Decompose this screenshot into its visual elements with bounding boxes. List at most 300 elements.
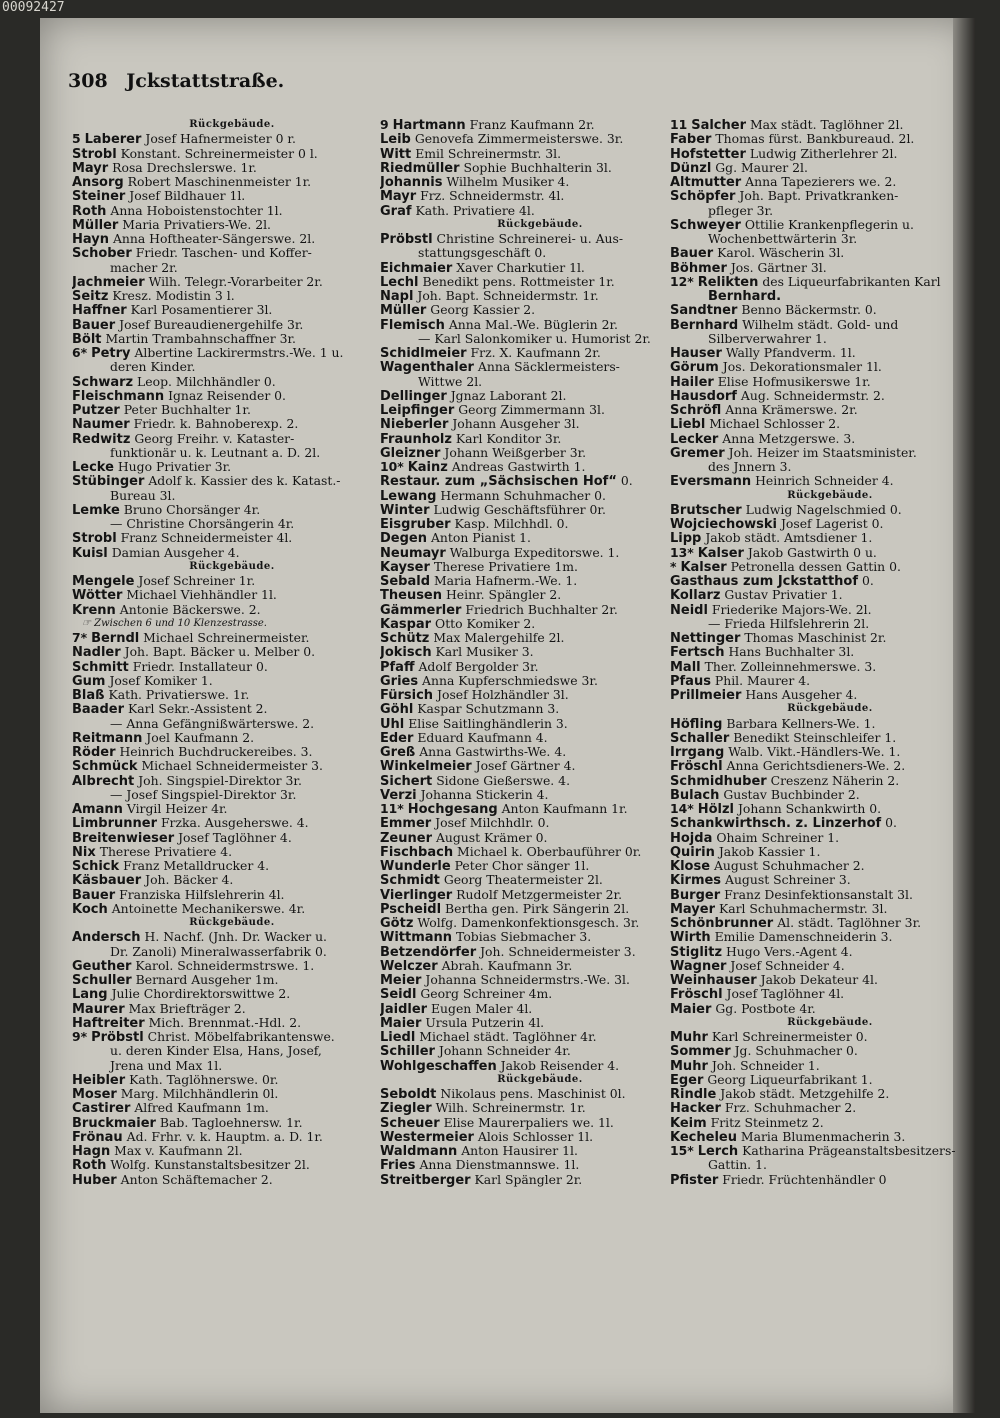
resident-name: Prillmeier	[670, 688, 742, 703]
resident-name: Neumayr	[380, 545, 446, 560]
directory-entry	[670, 1130, 970, 1144]
resident-details: Jakob Gastwirth 0 u.	[747, 545, 877, 560]
directory-entry	[72, 132, 372, 146]
resident-details: Kaspar Schutzmann 3.	[417, 702, 560, 717]
directory-entry	[670, 147, 970, 161]
house-number: 10*	[380, 460, 404, 474]
section-heading: Rückgebäude.	[787, 489, 873, 501]
house-number: 15*	[670, 1144, 694, 1158]
resident-details: Petronella dessen Gattin 0.	[730, 559, 901, 574]
house-number: 14*	[670, 802, 694, 816]
resident-name: Mengele	[72, 574, 135, 589]
resident-details: Michael Viehhändler 1l.	[126, 588, 277, 603]
directory-entry	[670, 1087, 970, 1101]
resident-name: Restaur. zum „Sächsischen Hof“	[380, 474, 617, 489]
resident-name: Castirer	[72, 1101, 131, 1116]
resident-name: Hofstetter	[670, 146, 746, 161]
resident-name: Fröschl	[670, 759, 723, 774]
directory-entry	[72, 474, 372, 488]
directory-entry	[670, 759, 970, 773]
house-number: 7*	[72, 631, 88, 645]
resident-name: Lecke	[72, 460, 114, 475]
resident-details: Jg. Schuhmacher 0.	[734, 1044, 858, 1059]
directory-entry	[72, 318, 372, 332]
resident-details: Adolf k. Kassier des k. Katast.-	[148, 474, 341, 489]
directory-entry	[380, 702, 680, 716]
resident-name: Jokisch	[380, 645, 432, 660]
resident-name: Nieberler	[380, 417, 449, 432]
directory-entry	[670, 118, 970, 132]
directory-entry	[380, 916, 680, 930]
resident-details: Joh. Bapt. Privatkranken-	[739, 189, 899, 204]
directory-entry	[380, 531, 680, 545]
resident-details: Xaver Charkutier 1l.	[456, 260, 585, 275]
house-number: 12*	[670, 274, 694, 289]
house-number: 11	[670, 118, 688, 132]
directory-entry	[670, 930, 970, 944]
resident-details: Robert Maschinenmeister 1r.	[127, 175, 312, 189]
resident-name: Lechl	[380, 274, 419, 289]
resident-name: Betzendörfer	[380, 944, 477, 959]
resident-name: Schönbrunner	[670, 916, 774, 931]
resident-name: Eisgruber	[380, 517, 451, 532]
resident-details: Johann Ausgeher 3l.	[452, 417, 580, 432]
directory-entry	[670, 474, 970, 488]
resident-details: Josef Taglöhner 4.	[178, 830, 292, 845]
resident-name: Theusen	[380, 588, 443, 603]
resident-details: Josef Taglöhner 4l.	[726, 987, 845, 1002]
directory-entry	[380, 417, 680, 431]
resident-details: Therese Privatiere 1m.	[433, 559, 578, 574]
directory-entry	[670, 275, 970, 289]
resident-details: August Schuhmacher 2.	[713, 859, 865, 873]
resident-name: Schmidt	[380, 873, 440, 888]
resident-name: Jaidler	[380, 1001, 428, 1016]
resident-details: Anna Kupferschmiedswe 3r.	[422, 673, 598, 688]
resident-details: Ludwig Nagelschmied 0.	[745, 502, 902, 517]
resident-name: Hartmann	[392, 118, 466, 133]
resident-name: Müller	[72, 217, 119, 232]
resident-name: Naumer	[72, 417, 130, 432]
resident-name: Irrgang	[670, 745, 725, 760]
resident-name: Eder	[380, 730, 414, 745]
resident-name: Schaller	[670, 730, 730, 745]
resident-name: Frönau	[72, 1129, 123, 1144]
resident-details: Wilhelm städt. Gold- und	[742, 317, 899, 332]
resident-details: Julie Chordirektorswittwe 2.	[111, 987, 291, 1002]
page-number: 308	[68, 70, 108, 92]
directory-entry	[72, 660, 372, 674]
resident-details: Josef Komiker 1.	[109, 673, 213, 688]
resident-name: Dellinger	[380, 388, 447, 403]
resident-details: Anna Hoftheater-Sängerswe. 2l.	[112, 232, 316, 246]
directory-entry	[380, 261, 680, 275]
resident-details: Jos. Dekorationsmaler 1l.	[722, 360, 882, 375]
directory-entry	[72, 403, 372, 417]
directory-entry	[670, 588, 970, 602]
resident-details: Jgnaz Laborant 2l.	[450, 388, 567, 403]
resident-name: Flemisch	[380, 317, 445, 332]
directory-entry	[380, 945, 680, 959]
directory-entry	[380, 674, 680, 688]
directory-entry	[380, 930, 680, 944]
directory-entry	[72, 246, 372, 260]
resident-name: Mayer	[670, 901, 716, 916]
resident-name: Haftreiter	[72, 1015, 145, 1030]
section-heading: Rückgebäude.	[189, 560, 275, 572]
resident-details: Ludwig Zitherlehrer 2l.	[749, 146, 898, 161]
resident-name: Welczer	[380, 958, 438, 973]
resident-details: Antoinette Mechanikerswe. 4r.	[111, 901, 306, 916]
directory-entry	[670, 303, 970, 317]
resident-name: Wagner	[670, 958, 727, 973]
resident-details: Benno Bäckermstr. 0.	[741, 303, 877, 318]
directory-entry	[72, 389, 372, 403]
resident-details: Josef Hafnermeister 0 r.	[145, 132, 296, 147]
resident-details: Kath. Privatiere 4l.	[415, 203, 535, 218]
resident-name: Gries	[380, 673, 419, 688]
directory-entry	[72, 346, 372, 360]
resident-details: des Liqueurfabrikanten Karl	[762, 274, 941, 289]
resident-name: Keim	[670, 1115, 707, 1130]
resident-name: Eversmann	[670, 474, 752, 489]
resident-name: Huber	[72, 1172, 117, 1187]
resident-details: Max städt. Taglöhner 2l.	[749, 118, 904, 132]
resident-name: Leipfinger	[380, 403, 455, 418]
resident-name: Baader	[72, 702, 124, 717]
directory-entry	[380, 1030, 680, 1044]
resident-name: Gremer	[670, 445, 725, 460]
directory-entry	[670, 1173, 970, 1187]
resident-name: Bulach	[670, 787, 720, 802]
directory-entry	[380, 346, 680, 360]
directory-entry	[670, 859, 970, 873]
resident-name: Emmer	[380, 816, 432, 831]
resident-name: Wagenthaler	[380, 360, 474, 375]
resident-details: Michael Schlosser 2.	[709, 417, 841, 432]
resident-details: Virgil Heizer 4r.	[126, 802, 228, 816]
resident-details: Albertine Lackirermstrs.-We. 1 u.	[134, 346, 344, 360]
resident-name: Kollarz	[670, 588, 721, 603]
directory-entry	[380, 631, 680, 645]
directory-entry	[670, 873, 970, 887]
directory-entry	[72, 232, 372, 246]
resident-name: Putzer	[72, 403, 120, 418]
resident-details: Friedr. Früchtenhändler 0	[722, 1172, 887, 1187]
resident-name: Pfaus	[670, 673, 711, 688]
directory-entry	[72, 1130, 372, 1144]
directory-entry	[670, 774, 970, 788]
directory-entry	[380, 660, 680, 674]
resident-name: Brutscher	[670, 502, 742, 517]
resident-details: Georg Schreiner 4m.	[420, 987, 553, 1002]
directory-entry	[380, 688, 680, 702]
resident-name: Relikten	[697, 274, 759, 289]
directory-entry	[72, 189, 372, 203]
directory-entry	[380, 432, 680, 446]
directory-entry	[670, 631, 970, 645]
resident-name: Rindle	[670, 1087, 717, 1102]
resident-details: August Schreiner 3.	[725, 873, 851, 888]
resident-details: Michael Schreinermeister.	[143, 631, 310, 645]
resident-details: Rosa Drechslerswe. 1r.	[112, 160, 257, 175]
directory-page	[40, 18, 975, 1413]
directory-entry	[380, 503, 680, 517]
directory-entry	[670, 688, 970, 702]
resident-name: Kainz	[407, 460, 448, 475]
resident-details: Max Briefträger 2.	[128, 1001, 246, 1016]
resident-name: Liebl	[670, 417, 706, 432]
directory-entry	[380, 1002, 680, 1016]
resident-details: Katharina Prägeanstaltsbesitzers-	[742, 1144, 956, 1158]
resident-name: Lerch	[697, 1144, 739, 1159]
resident-details: Elise Saitlinghändlerin 3.	[408, 716, 568, 731]
resident-details: Hugo Vers.-Agent 4.	[726, 944, 853, 959]
resident-details: Heinr. Spängler 2.	[445, 588, 562, 603]
resident-name: Seboldt	[380, 1087, 437, 1102]
resident-name: Gasthaus zum Jckstatthof	[670, 574, 859, 589]
resident-details: Karl Musiker 3.	[435, 645, 534, 660]
resident-details: Gustav Privatier 1.	[724, 588, 843, 603]
resident-name: Kayser	[380, 559, 430, 574]
resident-details: Jakob Dekateur 4l.	[760, 973, 878, 987]
directory-entry	[670, 1101, 970, 1115]
section-heading: Rückgebäude.	[189, 917, 275, 928]
entry-related-person: — Josef Singspiel-Direktor 3r.	[110, 787, 297, 802]
resident-details: Wolfg. Kunstanstaltsbesitzer 2l.	[110, 1158, 310, 1173]
resident-name: Kaspar	[380, 616, 432, 631]
directory-entry	[72, 745, 372, 759]
resident-name: Bölt	[72, 331, 102, 346]
directory-entry	[380, 389, 680, 403]
resident-name: Hacker	[670, 1101, 721, 1116]
directory-entry	[380, 204, 680, 218]
resident-details: Karl Spängler 2r.	[474, 1172, 583, 1187]
resident-details: Gg. Postbote 4r.	[715, 1001, 816, 1016]
resident-name: Kuisl	[72, 545, 108, 560]
directory-entry	[72, 688, 372, 702]
resident-details: Karol. Wäscherin 3l.	[717, 246, 845, 261]
resident-details: Johanna Stickerin 4.	[420, 787, 549, 802]
directory-entry	[380, 816, 680, 830]
resident-details: Gustav Buchbinder 2.	[723, 787, 860, 802]
resident-name: Bernhard	[670, 317, 739, 332]
resident-details: Gg. Maurer 2l.	[715, 160, 808, 175]
resident-details: Max v. Kaufmann 2l.	[114, 1144, 243, 1158]
directory-entry	[670, 902, 970, 916]
house-number: 5	[72, 132, 81, 147]
directory-entry	[72, 973, 372, 987]
directory-entry	[670, 318, 970, 332]
directory-entry	[72, 816, 372, 830]
resident-details: Anna Metzgerswe. 3.	[722, 431, 856, 446]
directory-entry	[670, 945, 970, 959]
directory-entry	[72, 503, 372, 517]
resident-name: Lang	[72, 987, 108, 1002]
resident-name: Dünzl	[670, 160, 712, 175]
resident-name: Reitmann	[72, 730, 143, 745]
directory-entry	[380, 546, 680, 560]
directory-entry	[380, 446, 680, 460]
directory-entry	[72, 432, 372, 446]
directory-entry	[670, 816, 970, 830]
directory-entry	[72, 204, 372, 218]
resident-name: Pfister	[670, 1172, 719, 1187]
directory-entry	[670, 346, 970, 360]
resident-details: Leop. Milchhändler 0.	[137, 374, 276, 389]
resident-name: Stiglitz	[670, 944, 723, 959]
directory-entry	[670, 1044, 970, 1058]
resident-details: Kath. Taglöhnerswe. 0r.	[129, 1072, 279, 1087]
resident-name: Eichmaier	[380, 260, 453, 275]
resident-name: Käsbauer	[72, 873, 142, 888]
entry-continuation: stattungsgeschäft 0.	[418, 246, 547, 261]
resident-name: Amann	[72, 802, 123, 817]
section-heading: Rückgebäude.	[787, 1016, 873, 1028]
house-number: *	[670, 559, 677, 574]
resident-details: Ad. Frhr. v. k. Hauptm. a. D. 1r.	[126, 1129, 323, 1144]
resident-details: Aug. Schneidermstr. 2.	[740, 388, 885, 403]
resident-name: Gämmerler	[380, 602, 462, 617]
directory-entry	[72, 1173, 372, 1187]
resident-details: Frz. Schneidermstr. 4l.	[420, 189, 565, 204]
directory-entry	[670, 132, 970, 146]
directory-entry	[72, 1144, 372, 1158]
resident-details: Wally Pfandverm. 1l.	[725, 346, 856, 360]
resident-details: Wolfg. Damenkonfektionsgesch. 3r.	[417, 916, 640, 930]
directory-entry	[380, 731, 680, 745]
directory-entry	[72, 275, 372, 289]
resident-name: Roth	[72, 1158, 107, 1173]
resident-name: Kecheleu	[670, 1129, 737, 1144]
resident-name: Schidlmeier	[380, 346, 467, 361]
resident-details: Anna Säcklermeisters-	[477, 360, 620, 375]
resident-details: Josef Schreiner 1r.	[138, 574, 256, 588]
resident-name: Sandtner	[670, 303, 738, 318]
entry-continuation: Wochenbettwärterin 3r.	[708, 232, 858, 246]
resident-name: Fertsch	[670, 645, 725, 660]
entry-continuation: macher 2r.	[110, 260, 178, 275]
column-2	[380, 118, 680, 1187]
directory-entry	[380, 774, 680, 788]
resident-details: Jos. Gärtner 3l.	[730, 260, 827, 275]
directory-entry	[670, 417, 970, 431]
section-heading: Rückgebäude.	[497, 1073, 583, 1085]
resident-name: Sichert	[380, 773, 433, 788]
directory-entry	[670, 660, 970, 674]
entry-related-person: — Karl Salonkomiker u. Humorist 2r.	[418, 331, 651, 346]
resident-name: Uhl	[380, 716, 405, 731]
resident-name: Greß	[380, 745, 416, 760]
directory-entry	[670, 959, 970, 973]
resident-name: Liedl	[380, 1030, 416, 1045]
resident-details: Friedr. k. Bahnoberexp. 2.	[133, 417, 299, 432]
resident-details: 0.	[620, 474, 633, 489]
resident-details: August Krämer 0.	[435, 830, 548, 845]
directory-entry	[380, 902, 680, 916]
directory-entry	[72, 147, 372, 161]
resident-name: Laberer	[84, 132, 142, 147]
directory-entry	[380, 1130, 680, 1144]
resident-name: Ziegler	[380, 1101, 432, 1116]
resident-details: Sidone Gießerswe. 4.	[436, 773, 571, 788]
directory-entry	[72, 175, 372, 189]
resident-name: Fürsich	[380, 688, 434, 703]
resident-details: Therese Privatiere 4.	[99, 844, 233, 859]
resident-name: Pröbstl	[380, 232, 433, 247]
resident-details: Johann Schneider 4r.	[438, 1044, 571, 1059]
resident-details: Christine Schreinerei- u. Aus-	[436, 232, 624, 246]
directory-entry	[72, 289, 372, 303]
directory-entry	[380, 289, 680, 303]
entry-continuation: des Jnnern 3.	[708, 460, 792, 474]
resident-name: Muhr	[670, 1030, 708, 1045]
resident-details: Damian Ausgeher 4.	[111, 545, 240, 560]
resident-details: Michael städt. Taglöhner 4r.	[419, 1030, 597, 1044]
resident-name: Kirmes	[670, 873, 722, 888]
directory-entry	[380, 617, 680, 631]
resident-details: Karl Posamentierer 3l.	[130, 303, 273, 318]
resident-details: Jakob städt. Metzgehilfe 2.	[720, 1087, 890, 1101]
resident-details: Ursula Putzerin 4l.	[425, 1015, 545, 1030]
directory-entry	[380, 987, 680, 1001]
entry-continuation: funktionär u. k. Leutnant a. D. 2l.	[110, 445, 321, 460]
resident-name: Mall	[670, 659, 701, 674]
resident-details: Alfred Kaufmann 1m.	[134, 1101, 269, 1116]
resident-details: Josef Holzhändler 3l.	[437, 688, 569, 702]
directory-entry	[670, 1073, 970, 1087]
directory-entry	[72, 161, 372, 175]
resident-details: Emilie Damenschneiderin 3.	[714, 930, 893, 945]
resident-details: Anton Kaufmann 1r.	[501, 802, 628, 816]
resident-details: Marg. Milchhändlerin 0l.	[120, 1087, 279, 1101]
entry-continuation: Gattin. 1.	[708, 1158, 767, 1173]
resident-name: Muhr	[670, 1058, 708, 1073]
section-heading: Rückgebäude.	[189, 119, 275, 130]
resident-name: Hayn	[72, 232, 109, 247]
directory-entry	[72, 873, 372, 887]
section-heading: Rückgebäude.	[787, 703, 873, 715]
directory-entry	[670, 531, 970, 545]
resident-name: Andersch	[72, 930, 141, 945]
resident-details: Eugen Maler 4l.	[431, 1001, 533, 1016]
resident-name: Nix	[72, 844, 96, 859]
resident-details: Martin Trambahnschaffner 3r.	[105, 331, 296, 346]
resident-name: Limbrunner	[72, 816, 157, 831]
resident-details: Josef Bildhauer 1l.	[129, 189, 246, 204]
directory-entry	[72, 1002, 372, 1016]
resident-details: Josef Milchhdlr. 0.	[435, 816, 550, 831]
resident-name: Sebald	[380, 574, 431, 589]
resident-name: Hagn	[72, 1144, 111, 1159]
resident-details: Wilhelm Musiker 4.	[446, 175, 570, 189]
resident-name: Bauer	[72, 887, 116, 902]
resident-name: Sommer	[670, 1044, 731, 1059]
directory-entry	[380, 1144, 680, 1158]
resident-name: Fries	[380, 1158, 416, 1173]
resident-details: Anton Hausirer 1l.	[461, 1144, 578, 1158]
directory-entry	[670, 375, 970, 389]
resident-details: Anna Tapezierers we. 2.	[745, 175, 897, 189]
directory-entry	[670, 831, 970, 845]
resident-name: Mayr	[380, 189, 417, 204]
directory-entry	[380, 232, 680, 246]
street-name: Jckstattstraße.	[126, 70, 285, 92]
resident-name: Streitberger	[380, 1172, 471, 1187]
resident-details: Kath. Privatierswe. 1r.	[108, 688, 250, 702]
section-heading: Rückgebäude.	[497, 218, 583, 230]
resident-details: Thomas Maschinist 2r.	[744, 631, 887, 645]
